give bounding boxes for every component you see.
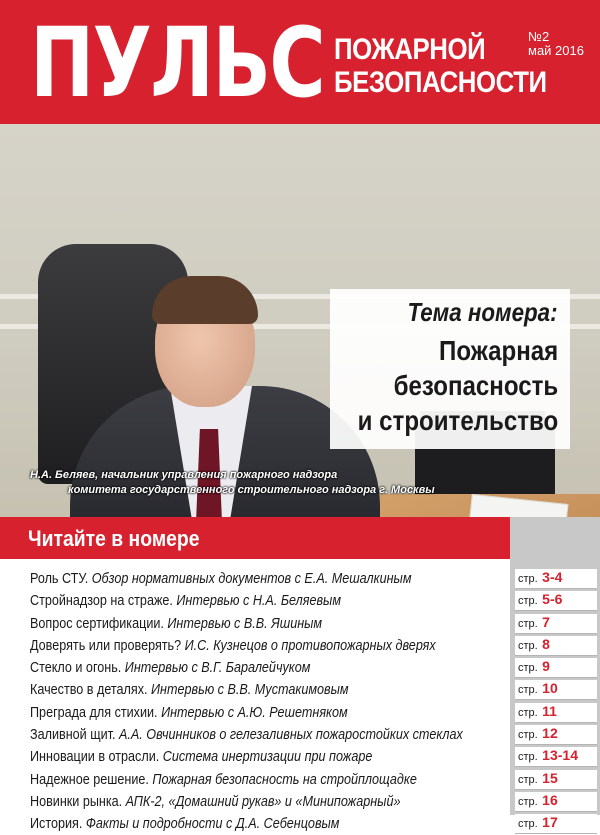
caption-line-2: комитета государственного строительного надзора г. Москвы — [68, 484, 435, 496]
contents-item-page — [515, 636, 597, 656]
contents-item-page — [515, 814, 597, 834]
page-prefix: стр. — [518, 729, 538, 742]
contents-item-title: Стекло и огонь. — [30, 659, 122, 677]
contents-item-text — [30, 771, 417, 788]
contents-item-description: Обзор нормативных документов с Е.А. Мешалкиным — [91, 570, 412, 587]
contents-item-title: Заливной щит. — [30, 726, 116, 744]
contents-item-title: Качество в деталях. — [30, 681, 148, 699]
contents-item-description: Интервью с В.В. Мустакимовым — [151, 681, 349, 699]
page-prefix: стр. — [518, 751, 538, 764]
contents-item-title: Вопрос сертификации. — [30, 614, 164, 632]
contents-item-title: Инновации в отрасли. — [30, 748, 160, 766]
masthead — [0, 0, 600, 124]
contents-header — [0, 517, 510, 559]
theme-title — [357, 333, 558, 438]
contents-item-page — [515, 725, 597, 745]
contents-item[interactable] — [0, 790, 600, 812]
contents-item-text — [30, 681, 348, 698]
theme-title-line: и строительство — [357, 405, 558, 436]
page-number: 7 — [542, 613, 550, 630]
page-number: 8 — [542, 635, 550, 652]
page-number: 10 — [542, 680, 558, 697]
contents-item-text — [30, 726, 463, 743]
contents-item-page — [515, 614, 597, 634]
contents-item-title: Преграда для стихии. — [30, 703, 158, 721]
contents-item-page — [515, 569, 597, 589]
contents-item-title: Роль СТУ. — [30, 570, 89, 587]
page-prefix: стр. — [518, 639, 538, 652]
page-prefix: стр. — [518, 573, 538, 585]
contents-item-text — [30, 659, 310, 676]
contents-item-description: А.А. Овчинников о гелезаливных пожаростойких стеклах — [119, 726, 463, 744]
magazine-subtitle — [334, 33, 547, 99]
page-prefix: стр. — [518, 617, 538, 630]
contents-item-title: Новинки рынка. — [30, 792, 123, 810]
page-number: 13-14 — [542, 747, 578, 764]
contents-item-description: Интервью с В.В. Яшиным — [167, 614, 323, 632]
contents-list — [0, 567, 600, 835]
page-number: 12 — [542, 725, 558, 742]
contents-title: Читайте в номере — [28, 526, 200, 551]
subtitle-line-2: БЕЗОПАСНОСТИ — [334, 66, 547, 99]
page-number: 11 — [542, 702, 557, 719]
contents-item[interactable] — [0, 812, 600, 834]
contents-item-page — [515, 591, 597, 611]
issue-theme-box — [330, 289, 570, 449]
page-prefix: стр. — [518, 684, 538, 697]
contents-item-description: Система инертизации при пожаре — [162, 748, 373, 766]
issue-number: №2 — [528, 29, 550, 44]
page-prefix: стр. — [518, 773, 538, 786]
contents-item-description: И.С. Кузнецов о противопожарных дверях — [184, 636, 436, 654]
page-prefix: стр. — [518, 595, 538, 608]
contents-item-text — [30, 793, 400, 810]
contents-item-title: Стройнадзор на страже. — [30, 592, 173, 610]
contents-item-title: История. — [30, 815, 83, 833]
contents-item[interactable] — [0, 701, 600, 723]
contents-item[interactable] — [0, 723, 600, 745]
magazine-title: ПУЛЬС — [30, 7, 325, 119]
contents-item-page — [515, 792, 597, 812]
page-number: 16 — [542, 791, 558, 808]
contents-item-title: Доверять или проверять? — [30, 636, 182, 654]
contents-item[interactable] — [0, 656, 600, 678]
contents-item-description: Интервью с А.Ю. Решетняком — [161, 703, 348, 721]
contents-item[interactable] — [0, 612, 600, 634]
page-prefix: стр. — [518, 706, 538, 719]
cover-photo — [0, 124, 600, 517]
contents-item-text — [30, 748, 372, 765]
contents-item-text — [30, 704, 348, 721]
contents-item[interactable] — [0, 589, 600, 611]
contents-item-text — [30, 615, 322, 632]
contents-item-page — [515, 680, 597, 700]
contents-item[interactable] — [0, 567, 600, 589]
page-number: 9 — [542, 658, 550, 675]
contents-item-description: АПК-2, «Домашний рукав» и «Минипожарный» — [125, 792, 401, 810]
contents-item-text — [30, 570, 411, 587]
subtitle-line-1: ПОЖАРНОЙ — [334, 33, 486, 66]
page-number: 15 — [542, 769, 558, 786]
theme-title-line: безопасность — [393, 370, 558, 401]
contents-item-description: Факты и подробности с Д.А. Себенцовым — [85, 815, 340, 833]
photo-caption — [30, 468, 450, 498]
contents-item-text — [30, 592, 341, 609]
contents-item[interactable] — [0, 745, 600, 767]
contents-item[interactable] — [0, 678, 600, 700]
issue-date: май 2016 — [528, 43, 584, 58]
contents-item-description: Интервью с В.Г. Баралейчуком — [124, 659, 311, 677]
caption-line-1: Н.А. Беляев, начальник управления пожарного надзора — [30, 469, 338, 481]
contents-item-page — [515, 658, 597, 678]
hair — [152, 276, 258, 324]
contents-item[interactable] — [0, 768, 600, 790]
page-number: 3-4 — [542, 569, 563, 585]
contents-item-description: Интервью с Н.А. Беляевым — [176, 592, 341, 610]
page-prefix: стр. — [518, 795, 538, 808]
page-number: 17 — [542, 814, 558, 831]
page-prefix: стр. — [518, 818, 538, 831]
theme-title-line: Пожарная — [438, 335, 558, 366]
page-prefix: стр. — [518, 662, 538, 675]
contents-item-description: Пожарная безопасность на стройплощадке — [152, 770, 417, 788]
contents-item-title: Надежное решение. — [30, 770, 149, 788]
contents-item-page — [515, 703, 597, 723]
theme-label: Тема номера: — [407, 297, 558, 327]
contents-item-page — [515, 747, 597, 767]
contents-item-text — [30, 637, 436, 654]
page-number: 5-6 — [542, 591, 563, 608]
contents-item[interactable] — [0, 634, 600, 656]
issue-info — [528, 30, 584, 58]
contents-item-page — [515, 770, 597, 790]
contents-item-text — [30, 815, 339, 832]
